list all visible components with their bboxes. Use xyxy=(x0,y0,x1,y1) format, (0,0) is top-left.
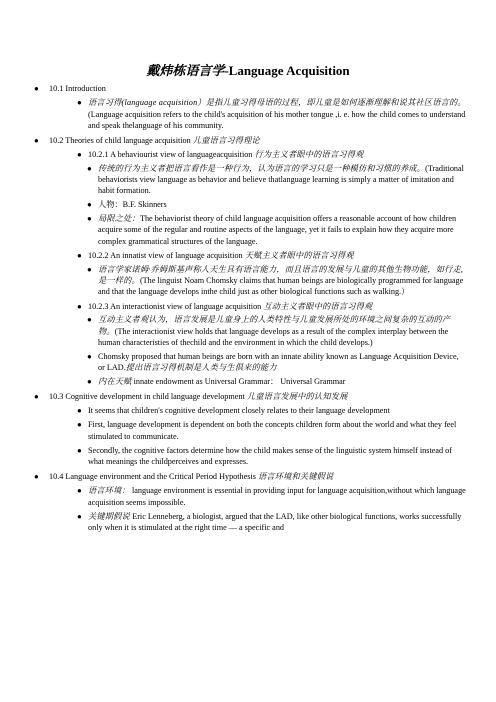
section-heading: 10.3 Cognitive development in child language development xyxy=(49,391,247,401)
list-item xyxy=(87,351,466,374)
section-10-4 xyxy=(34,471,466,533)
paragraph-cn: 提出语言习得机制是人类与生俱来的能力 xyxy=(125,363,277,373)
section-10-1 xyxy=(34,83,466,131)
list-item xyxy=(87,199,466,210)
bullet-icon: ● xyxy=(77,149,82,159)
paragraph: First, language development is dependent on both the concepts children form about the world and what they feel stimulated to communicate. xyxy=(88,420,457,441)
list-item xyxy=(87,264,466,298)
bullet-icon: ● xyxy=(34,135,39,145)
page-title xyxy=(0,60,496,79)
list-item xyxy=(87,376,466,387)
paragraph-cn: 内在天赋 xyxy=(98,376,132,386)
subsection-10-2-1 xyxy=(77,149,466,160)
subsection-heading-cn: 互动主义者眼中的语言习得观 xyxy=(263,301,373,311)
paragraph: It seems that children's cognitive development closely relates to their language development xyxy=(88,405,390,415)
list-item xyxy=(77,97,466,131)
bullet-icon: ● xyxy=(77,250,82,260)
section-heading: 10.1 Introduction xyxy=(49,84,106,93)
bullet-icon: ● xyxy=(77,445,82,455)
paragraph-en: (The linguist Noam Chomsky claims that human beings are biologically programmed for language and that the language develops inthe child just as other biological functions such as walking.） xyxy=(98,275,464,297)
title-chinese: 戴炜栋语言学 xyxy=(146,63,225,78)
bullet-icon: ● xyxy=(87,163,92,173)
bullet-icon: ● xyxy=(87,200,92,210)
section-heading-cn: 语言环境和关键假说 xyxy=(257,471,334,481)
paragraph: 人物：B.F. Skinners xyxy=(98,200,167,210)
list-item xyxy=(77,405,466,416)
bullet-icon: ● xyxy=(87,213,92,223)
bullet-icon: ● xyxy=(87,376,92,386)
list-item xyxy=(87,314,466,348)
subsection-heading-cn: 天赋主义者眼中的语言习得观 xyxy=(244,250,354,260)
subsection-heading: 10.2.3 An interactionist view of language acquisition xyxy=(88,301,264,311)
list-item xyxy=(77,511,466,534)
title-english: -Language Acquisition xyxy=(224,63,350,78)
list-item xyxy=(87,213,466,247)
paragraph-cn: 传统的行为主义者把语言看作是一种行为，认为语言的学习只是一种模仿和习惯的养成。 xyxy=(98,163,426,173)
subsection-heading: 10.2.1 A behaviourist view of languageacquisition xyxy=(88,149,255,159)
subsection-10-2-3 xyxy=(77,301,466,312)
paragraph-en: innate endowment as Universal Grammar： Universal Grammar xyxy=(131,376,346,386)
paragraph-cn: 局限之处： xyxy=(98,213,140,223)
paragraph-cn: 关键期假说 xyxy=(88,511,133,521)
section-heading-cn: 儿童语言发展中的认知发展 xyxy=(246,391,348,401)
list-item xyxy=(87,163,466,197)
bullet-icon: ● xyxy=(87,315,92,325)
list-item xyxy=(77,445,466,468)
subsection-heading: 10.2.2 An innatist view of language acquisition xyxy=(88,250,245,260)
outline-list xyxy=(34,83,466,537)
paragraph: Secondly, the cognitive factors determine how the child makes sense of the linguistic system himself instead of what meanings the childperceives and expresses. xyxy=(88,445,452,467)
subsection-10-2-2 xyxy=(77,250,466,261)
paragraph-cn: 语言学家诺姆·乔姆斯基声称人天生具有语言能力，而且语言的发展与儿童的其他生物功能，如行走,是一样的。 xyxy=(98,264,464,285)
paragraph-en: Chomsky proposed that human beings are born with an innate ability known as Language Acquisition Device, or LAD. xyxy=(98,351,459,373)
paragraph-en: (Language acquisition refers to the child's acquisition of his mother tongue ,i. e. how the child comes to understand and speak thelanguage of his community. xyxy=(88,109,466,130)
section-10-2 xyxy=(34,135,466,387)
bullet-icon: ● xyxy=(77,405,82,415)
bullet-icon: ● xyxy=(34,84,39,93)
paragraph-cn: 互动主义者观认为，语言发展是儿童身上的人类特性与儿童发展所处的环境之间复杂的互动的产物。 xyxy=(98,315,451,336)
paragraph-cn: 语言习得(language acquisition）是指儿童习得母语的过程，即儿童是如何逐渐理解和说其社区语言的。 xyxy=(88,98,466,108)
section-10-3 xyxy=(34,391,466,468)
subsection-heading-cn: 行为主义者眼中的语言习得观 xyxy=(254,149,364,159)
section-heading: 10.4 Language environment and the Critical Period Hypothesis xyxy=(49,471,258,481)
section-heading: 10.2 Theories of child language acquisition xyxy=(49,135,193,145)
paragraph-en: (Traditional behaviorists view language as behavior and believe thatlanguage learning is simply a matter of imitation and habit formation. xyxy=(98,163,464,196)
bullet-icon: ● xyxy=(34,391,39,401)
bullet-icon: ● xyxy=(77,301,82,311)
bullet-icon: ● xyxy=(34,471,39,481)
paragraph-en: Eric Lenneberg, a biologist, argued that the LAD, like other biological functions, works successfully only when it is stimulated at the right time — a specific and xyxy=(88,511,462,533)
bullet-icon: ● xyxy=(77,511,82,521)
paragraph-en: The behaviorist theory of child language acquisition offers a reasonable account of how children acquire some of the regular and routine aspects of the language, yet it fails to explain how they acquire more complex grammatical structures of the language. xyxy=(98,213,457,246)
paragraph-cn: 语言环境： xyxy=(88,486,130,496)
bullet-icon: ● xyxy=(87,264,92,274)
bullet-icon: ● xyxy=(87,351,92,361)
list-item xyxy=(77,419,466,442)
list-item xyxy=(77,485,466,508)
paragraph-en: (The interactionist view holds that language develops as a result of the complex interplay between the human characteristies of thechild and the environment in which the child develops.) xyxy=(98,326,449,347)
paragraph-en: language environment is essential in providing input for language acquisition,without which language acquisition seems impossible. xyxy=(88,486,466,507)
section-heading-cn: 儿童语言习得理论 xyxy=(192,135,260,145)
bullet-icon: ● xyxy=(77,98,82,108)
bullet-icon: ● xyxy=(77,420,82,430)
bullet-icon: ● xyxy=(77,486,82,496)
